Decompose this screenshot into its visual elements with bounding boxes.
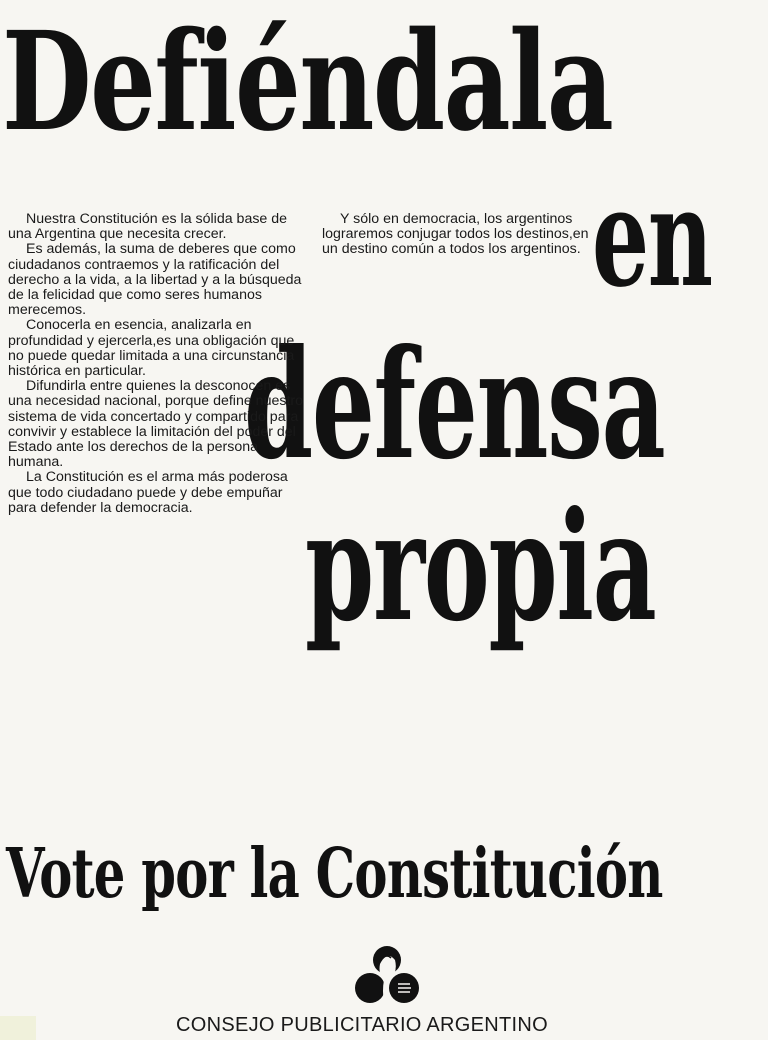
headline-line-4: propia bbox=[305, 479, 656, 655]
body-text-right-column bbox=[322, 212, 592, 258]
headline-line-3: defensa bbox=[244, 317, 665, 493]
body-paragraph: Difundirla entre quienes la desconocen es una necesidad nacional, porque define nuestro sistema de vida concertado y compartido para convivir y establece la limitación del poder del Estado ante los derechos de la persona humana. bbox=[8, 378, 304, 471]
consejo-publicitario-emblem-icon bbox=[354, 944, 420, 1010]
body-paragraph: Y sólo en democracia, los argentinos lograremos conjugar todos los destinos,en un destino común a todos los argentinos. bbox=[322, 211, 589, 258]
body-paragraph: Conocerla en esencia, analizarla en profundidad y ejercerla,es una obligación que no puede quedar limitada a una circunstancia histórica en particular. bbox=[8, 317, 295, 380]
body-text-left-column bbox=[8, 212, 304, 516]
slogan: Vote por la Constitución bbox=[6, 834, 663, 914]
paper-stain bbox=[0, 1016, 36, 1040]
organization-name: CONSEJO PUBLICITARIO ARGENTINO bbox=[176, 1014, 549, 1036]
body-paragraph: La Constitución es el arma más poderosa que todo ciudadano puede y debe empuñar para defender la democracia. bbox=[8, 469, 288, 516]
headline-line-1: Defiéndala bbox=[2, 2, 613, 162]
headline-line-2: en bbox=[592, 158, 712, 318]
body-paragraph: Nuestra Constitución es la sólida base de una Argentina que necesita crecer. bbox=[8, 211, 288, 243]
body-paragraph: Es además, la suma de deberes que como ciudadanos contraemos y la ratificación del derecho a la vida, a la libertad y a la búsqueda de la felicidad que como seres humanos merecemos. bbox=[8, 241, 302, 319]
